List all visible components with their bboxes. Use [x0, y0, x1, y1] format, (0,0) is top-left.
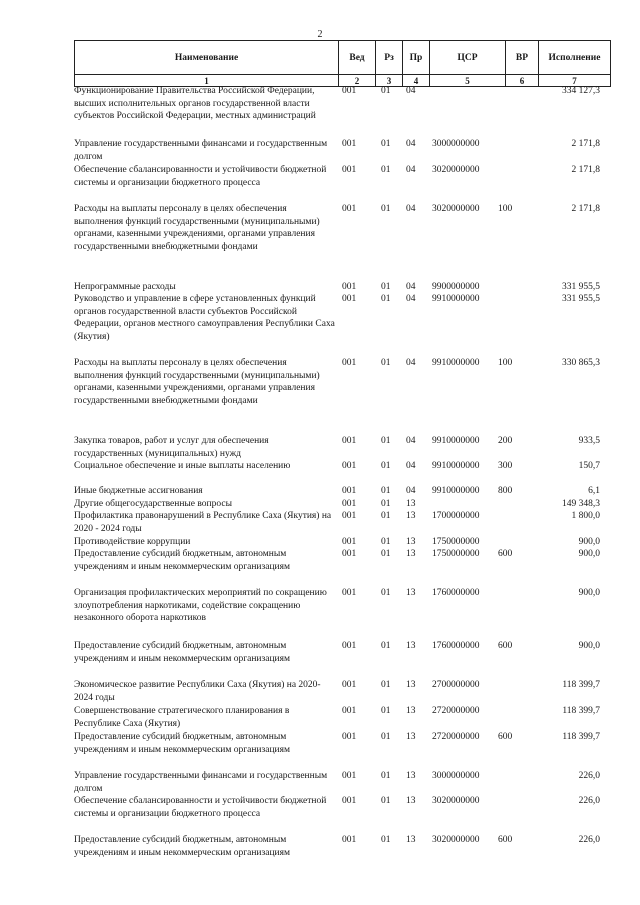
row-csr: 3000000000: [432, 139, 480, 149]
row-pr: 13: [406, 771, 416, 781]
row-pr: 13: [406, 499, 416, 509]
row-rz: 01: [381, 796, 391, 806]
row-rz: 01: [381, 486, 391, 496]
row-csr: 2720000000: [432, 706, 480, 716]
row-name: Предоставление субсидий бюджетным, автономным учреждениям и иным некоммерческим организациям: [74, 835, 291, 858]
row-vr: 600: [498, 641, 513, 651]
row-pr: 04: [406, 165, 416, 175]
row-pr: 13: [406, 732, 416, 742]
row-vr: 600: [498, 732, 513, 742]
row-value: 334 127,3: [562, 86, 600, 96]
header-csr: ЦСР: [430, 41, 506, 75]
row-rz: 01: [381, 641, 391, 651]
row-rz: 01: [381, 86, 391, 96]
row-pr: 13: [406, 641, 416, 651]
header-ved: Вед: [339, 41, 376, 75]
row-value: 2 171,8: [571, 165, 600, 175]
row-name: Расходы на выплаты персоналу в целях обеспечения выполнения функций государственными (муниципальными) органами, казенными учреждениями, органами управления государственными внебюджетными фондами: [74, 358, 320, 406]
row-pr: 04: [406, 461, 416, 471]
row-pr: 04: [406, 486, 416, 496]
row-name: Организация профилактических мероприятий по сокращению злоупотребления наркотиками, содействие сокращению незаконного оборота наркотиков: [74, 588, 327, 623]
row-csr: 3020000000: [432, 165, 480, 175]
row-ved: 001: [342, 796, 357, 806]
row-value: 900,0: [578, 549, 600, 559]
row-pr: 13: [406, 706, 416, 716]
row-pr: 04: [406, 358, 416, 368]
header-vr: ВР: [506, 41, 539, 75]
row-csr: 9910000000: [432, 358, 480, 368]
row-rz: 01: [381, 358, 391, 368]
header-num-vr: 6: [506, 75, 539, 87]
row-value: 118 399,7: [562, 732, 600, 742]
row-name: Противодействие коррупции: [74, 537, 191, 547]
row-csr: 9910000000: [432, 461, 480, 471]
row-pr: 04: [406, 294, 416, 304]
row-rz: 01: [381, 499, 391, 509]
row-rz: 01: [381, 549, 391, 559]
row-name: Предоставление субсидий бюджетным, автономным учреждениям и иным некоммерческим организациям: [74, 549, 291, 572]
row-name: Экономическое развитие Республики Саха (Якутия) на 2020-2024 годы: [74, 680, 321, 703]
row-name: Руководство и управление в сфере установленных функций органов государственной власти субъектов Российской Федерации, органов местного самоуправления Республики Саха (Якутия): [74, 294, 335, 342]
row-csr: 9910000000: [432, 294, 480, 304]
row-vr: 200: [498, 436, 513, 446]
row-ved: 001: [342, 165, 357, 175]
row-csr: 3000000000: [432, 771, 480, 781]
header-num-value: 7: [539, 75, 611, 87]
row-pr: 04: [406, 282, 416, 292]
row-value: 2 171,8: [571, 204, 600, 214]
row-ved: 001: [342, 732, 357, 742]
row-name: Другие общегосударственные вопросы: [74, 499, 232, 509]
row-rz: 01: [381, 680, 391, 690]
row-rz: 01: [381, 436, 391, 446]
row-name: Предоставление субсидий бюджетным, автономным учреждениям и иным некоммерческим организациям: [74, 641, 291, 664]
row-ved: 001: [342, 549, 357, 559]
row-value: 226,0: [578, 796, 600, 806]
row-value: 2 171,8: [571, 139, 600, 149]
row-ved: 001: [342, 771, 357, 781]
row-value: 6,1: [588, 486, 600, 496]
row-ved: 001: [342, 204, 357, 214]
row-ved: 001: [342, 461, 357, 471]
row-value: 900,0: [578, 641, 600, 651]
row-name: Предоставление субсидий бюджетным, автономным учреждениям и иным некоммерческим организациям: [74, 732, 291, 755]
row-csr: 9910000000: [432, 436, 480, 446]
row-value: 118 399,7: [562, 706, 600, 716]
row-csr: 2700000000: [432, 680, 480, 690]
row-csr: 1750000000: [432, 549, 480, 559]
table-header: [74, 40, 611, 87]
header-num-pr: 4: [403, 75, 430, 87]
row-name: Обеспечение сбалансированности и устойчивости бюджетной системы и организации бюджетного процесса: [74, 165, 327, 188]
row-pr: 13: [406, 511, 416, 521]
row-csr: 1700000000: [432, 511, 480, 521]
row-vr: 300: [498, 461, 513, 471]
row-value: 149 348,3: [562, 499, 600, 509]
row-value: 1 800,0: [571, 511, 600, 521]
row-rz: 01: [381, 835, 391, 845]
row-ved: 001: [342, 680, 357, 690]
row-rz: 01: [381, 537, 391, 547]
header-rz: Рз: [376, 41, 403, 75]
row-name: Совершенствование стратегического планирования в Республике Саха (Якутия): [74, 706, 290, 729]
row-value: 118 399,7: [562, 680, 600, 690]
header-value: Исполнение: [539, 41, 611, 75]
header-num-csr: 5: [430, 75, 506, 87]
row-csr: 2720000000: [432, 732, 480, 742]
header-pr: Пр: [403, 41, 430, 75]
row-vr: 800: [498, 486, 513, 496]
row-ved: 001: [342, 294, 357, 304]
row-rz: 01: [381, 282, 391, 292]
row-pr: 13: [406, 549, 416, 559]
header-num-ved: 2: [339, 75, 376, 87]
row-name: Управление государственными финансами и государственным долгом: [74, 771, 328, 794]
row-value: 150,7: [578, 461, 600, 471]
row-name: Социальное обеспечение и иные выплаты населению: [74, 461, 291, 471]
row-rz: 01: [381, 771, 391, 781]
row-name: Непрограммные расходы: [74, 282, 176, 292]
row-pr: 13: [406, 537, 416, 547]
row-rz: 01: [381, 165, 391, 175]
row-pr: 13: [406, 796, 416, 806]
row-ved: 001: [342, 835, 357, 845]
row-value: 900,0: [578, 537, 600, 547]
row-value: 900,0: [578, 588, 600, 598]
row-pr: 04: [406, 139, 416, 149]
row-ved: 001: [342, 499, 357, 509]
row-rz: 01: [381, 732, 391, 742]
row-value: 226,0: [578, 835, 600, 845]
row-ved: 001: [342, 706, 357, 716]
row-name: Функционирование Правительства Российской Федерации, высших исполнительных органов государственной власти субъектов Российской Федерации, местных администраций: [74, 86, 316, 121]
row-csr: 3020000000: [432, 796, 480, 806]
row-ved: 001: [342, 486, 357, 496]
row-csr: 9910000000: [432, 486, 480, 496]
row-pr: 13: [406, 835, 416, 845]
row-rz: 01: [381, 511, 391, 521]
row-value: 933,5: [578, 436, 600, 446]
row-rz: 01: [381, 588, 391, 598]
row-pr: 04: [406, 436, 416, 446]
row-rz: 01: [381, 139, 391, 149]
row-ved: 001: [342, 139, 357, 149]
row-vr: 100: [498, 204, 513, 214]
row-pr: 13: [406, 680, 416, 690]
row-csr: 9900000000: [432, 282, 480, 292]
row-rz: 01: [381, 461, 391, 471]
row-csr: 3020000000: [432, 835, 480, 845]
row-vr: 100: [498, 358, 513, 368]
row-rz: 01: [381, 204, 391, 214]
row-name: Расходы на выплаты персоналу в целях обеспечения выполнения функций государственными (муниципальными) органами, казенными учреждениями, органами управления государственными внебюджетными фондами: [74, 204, 320, 252]
page-number: 2: [317, 29, 323, 40]
header-num-rz: 3: [376, 75, 403, 87]
row-value: 330 865,3: [562, 358, 600, 368]
header-name: Наименование: [75, 41, 339, 75]
row-pr: 04: [406, 204, 416, 214]
row-vr: 600: [498, 549, 513, 559]
row-pr: 04: [406, 86, 416, 96]
header-num-name: 1: [75, 75, 339, 87]
row-name: Закупка товаров, работ и услуг для обеспечения государственных (муниципальных) нужд: [74, 436, 269, 459]
row-value: 331 955,5: [562, 294, 600, 304]
row-name: Профилактика правонарушений в Республике Саха (Якутия) на 2020 - 2024 годы: [74, 511, 332, 534]
row-value: 331 955,5: [562, 282, 600, 292]
row-ved: 001: [342, 436, 357, 446]
row-csr: 1760000000: [432, 588, 480, 598]
row-csr: 1760000000: [432, 641, 480, 651]
row-ved: 001: [342, 588, 357, 598]
row-ved: 001: [342, 282, 357, 292]
row-pr: 13: [406, 588, 416, 598]
row-csr: 1750000000: [432, 537, 480, 547]
row-ved: 001: [342, 511, 357, 521]
row-ved: 001: [342, 358, 357, 368]
row-rz: 01: [381, 706, 391, 716]
row-ved: 001: [342, 641, 357, 651]
row-ved: 001: [342, 86, 357, 96]
row-csr: 3020000000: [432, 204, 480, 214]
row-value: 226,0: [578, 771, 600, 781]
row-rz: 01: [381, 294, 391, 304]
row-name: Управление государственными финансами и государственным долгом: [74, 139, 328, 162]
row-ved: 001: [342, 537, 357, 547]
row-vr: 600: [498, 835, 513, 845]
row-name: Обеспечение сбалансированности и устойчивости бюджетной системы и организации бюджетного процесса: [74, 796, 327, 819]
row-name: Иные бюджетные ассигнования: [74, 486, 203, 496]
